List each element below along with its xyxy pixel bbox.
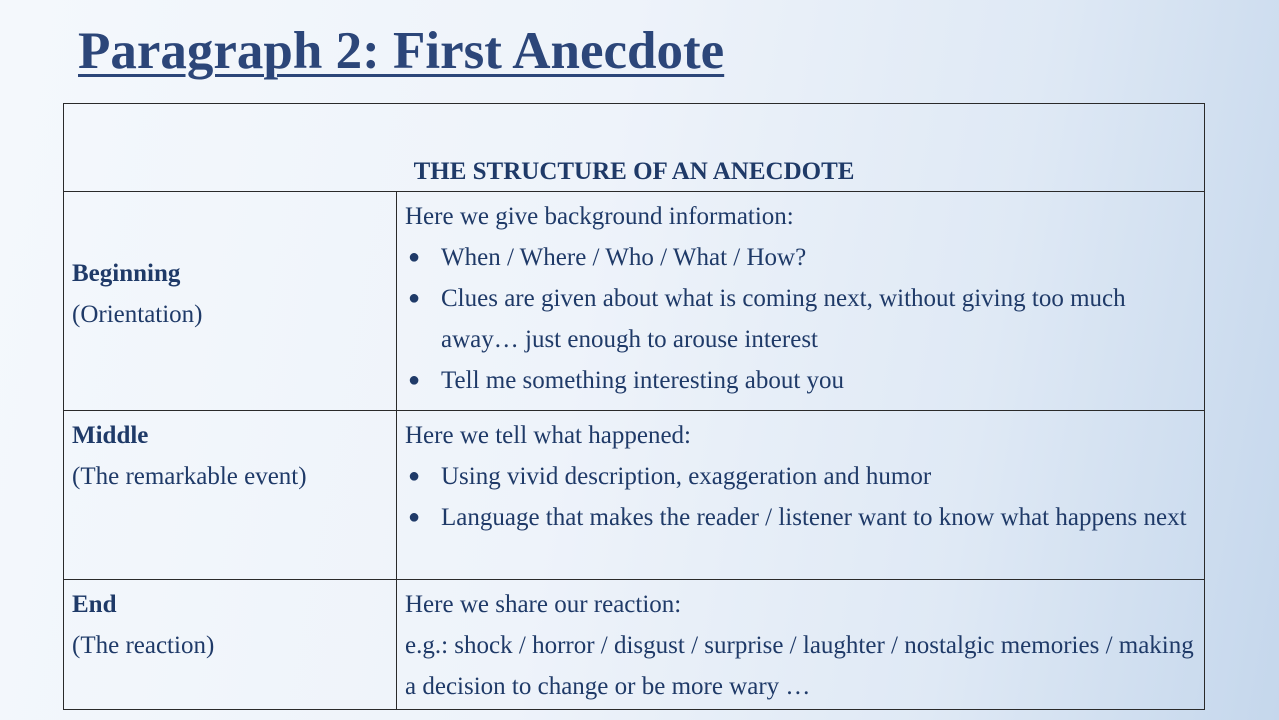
bullet-icon: ● — [408, 369, 421, 391]
list-item-text: When / Where / Who / What / How? — [441, 244, 807, 271]
stage-subtitle: (The reaction) — [72, 632, 215, 659]
bullet-icon: ● — [408, 506, 421, 528]
bullet-list — [405, 456, 1196, 538]
anecdote-structure-table-container — [63, 103, 1204, 710]
list-item — [405, 278, 1196, 360]
description-intro: Here we share our reaction: — [405, 591, 682, 618]
description-cell-end — [397, 580, 1205, 710]
stage-subtitle: (The remarkable event) — [72, 463, 307, 490]
stage-cell-beginning — [64, 192, 397, 411]
list-item-text: Clues are given about what is coming next, without giving too much away… just enough to arouse interest — [441, 285, 1126, 353]
list-item — [405, 360, 1196, 401]
list-item-text: Language that makes the reader / listener want to know what happens next — [441, 504, 1187, 531]
reaction-examples: e.g.: shock / horror / disgust / surprise / laughter / nostalgic memories / making a decision to change or be more wary … — [405, 632, 1194, 700]
bullet-icon: ● — [408, 287, 421, 309]
table-row-end — [64, 580, 1205, 710]
stage-name: End — [72, 591, 117, 618]
list-item — [405, 497, 1196, 538]
slide-title: Paragraph 2: First Anecdote — [78, 22, 725, 80]
stage-cell-end — [64, 580, 397, 710]
anecdote-structure-table — [63, 103, 1205, 710]
list-item-text: Using vivid description, exaggeration and humor — [441, 463, 932, 490]
stage-subtitle: (Orientation) — [72, 301, 203, 328]
bullet-icon: ● — [408, 465, 421, 487]
description-cell-middle — [397, 411, 1205, 580]
bullet-icon: ● — [408, 246, 421, 268]
description-intro: Here we give background information: — [405, 203, 794, 230]
stage-cell-middle — [64, 411, 397, 580]
table-header-row — [64, 104, 1205, 192]
list-item — [405, 237, 1196, 278]
description-intro: Here we tell what happened: — [405, 422, 691, 449]
table-row-beginning — [64, 192, 1205, 411]
stage-name: Beginning — [72, 260, 181, 287]
bullet-list — [405, 237, 1196, 401]
stage-name: Middle — [72, 422, 149, 449]
table-row-middle — [64, 411, 1205, 580]
list-item — [405, 456, 1196, 497]
table-header: THE STRUCTURE OF AN ANECDOTE — [64, 104, 1205, 192]
description-cell-beginning — [397, 192, 1205, 411]
list-item-text: Tell me something interesting about you — [441, 367, 845, 394]
